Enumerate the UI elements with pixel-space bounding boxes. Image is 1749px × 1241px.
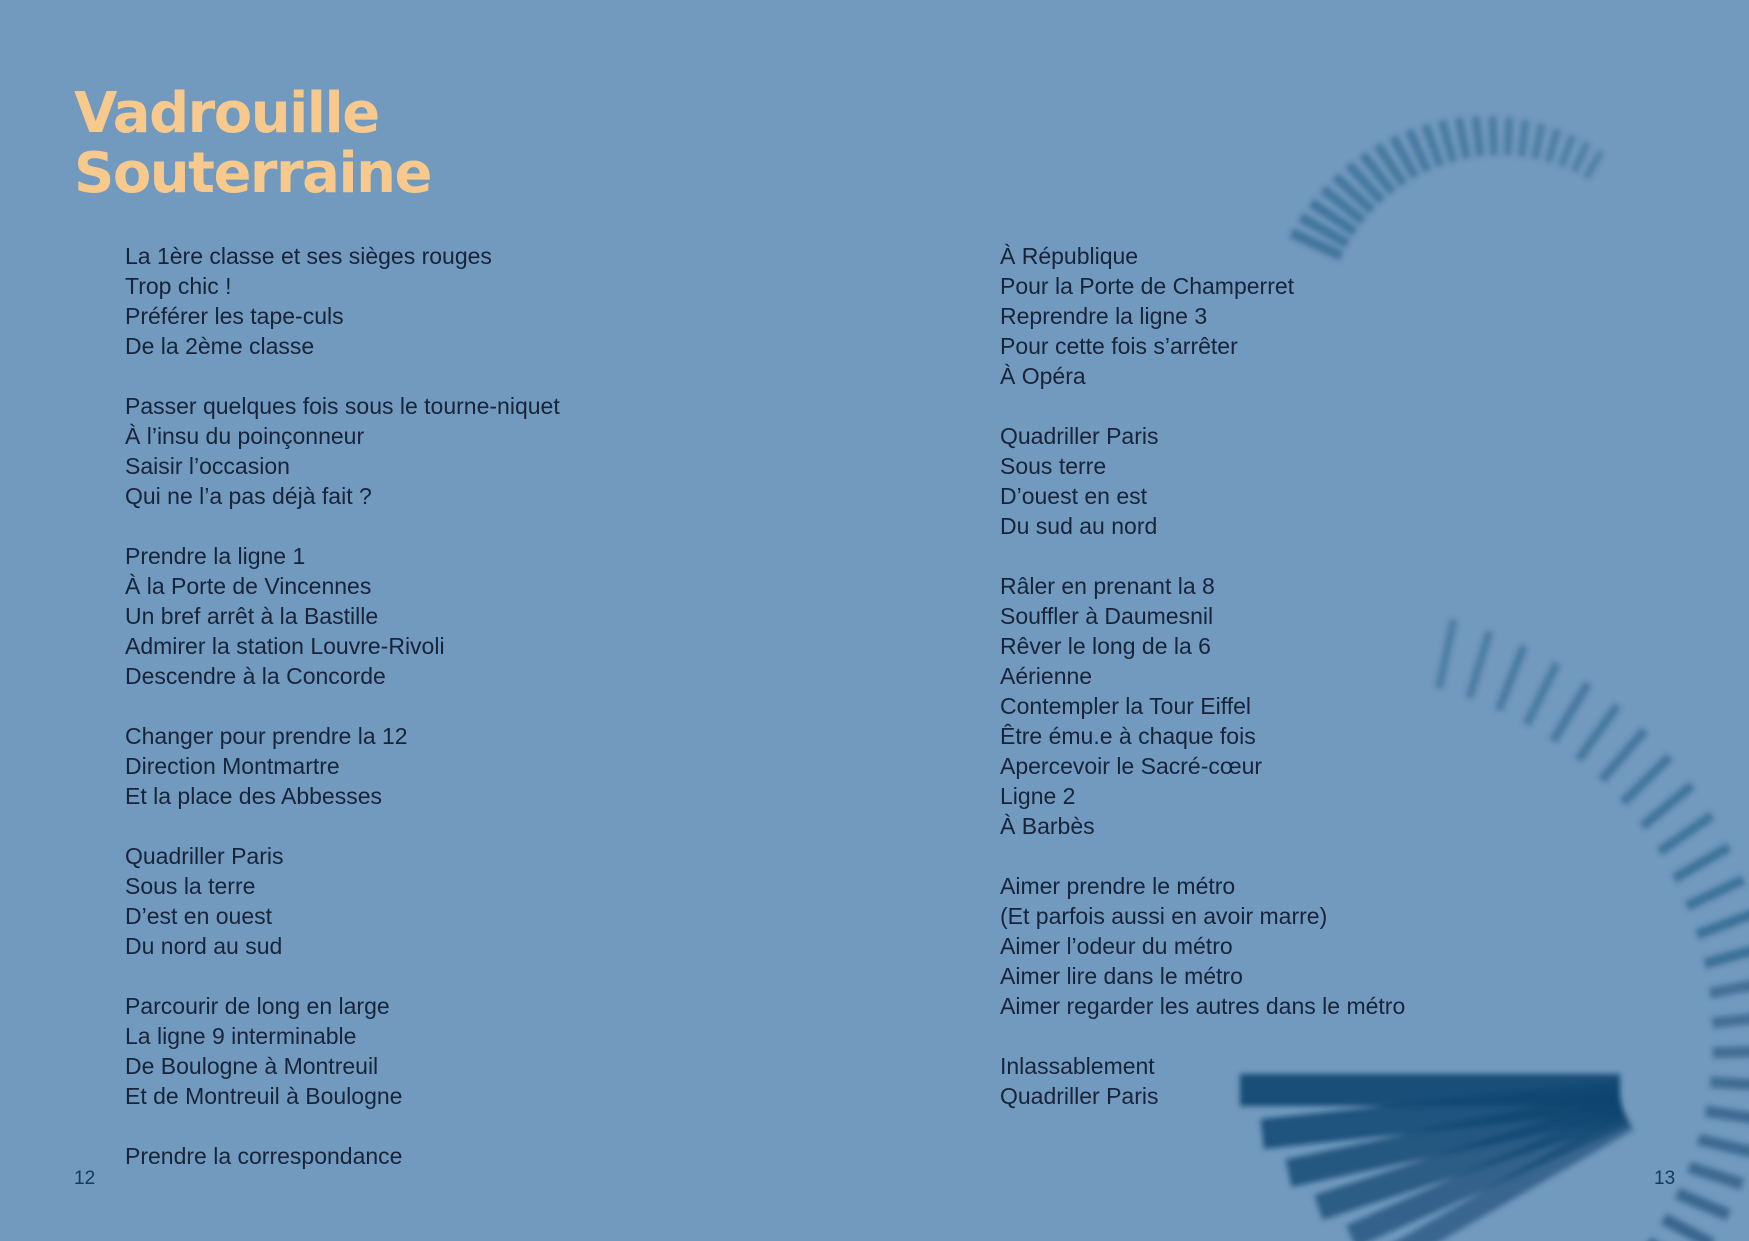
- poem-line: Admirer la station Louvre-Rivoli: [125, 633, 445, 659]
- page-number-left: 12: [74, 1168, 96, 1189]
- decor-stripe: [1476, 117, 1481, 156]
- poem-line: (Et parfois aussi en avoir marre): [1000, 903, 1328, 929]
- decor-stripe: [1710, 982, 1749, 993]
- stanza: [1000, 571, 1520, 841]
- decor-stripe: [1660, 816, 1712, 852]
- poem-line: Un bref arrêt à la Bastille: [125, 603, 379, 629]
- poem-line: Préférer les tape-culs: [125, 303, 344, 329]
- poem-line: Quadriller Paris: [1000, 423, 1159, 449]
- poem-line: Aérienne: [1000, 663, 1093, 689]
- poem-line: Sous la terre: [125, 873, 256, 899]
- poem-line: Du nord au sud: [125, 933, 283, 959]
- poem-line: Inlassablement: [1000, 1053, 1155, 1079]
- poem-line: Trop chic !: [125, 273, 232, 299]
- decor-stripe: [1689, 1167, 1742, 1184]
- decor-stripe: [1674, 847, 1729, 879]
- poem-line: La 1ère classe et ses sièges rouges: [125, 243, 492, 269]
- page-number-right: 13: [1654, 1168, 1676, 1189]
- decor-stripe: [1442, 121, 1453, 161]
- poem-line: Apercevoir le Sacré-cœur: [1000, 753, 1263, 779]
- poem-column-left: [125, 241, 825, 1201]
- decor-stripe: [1553, 683, 1588, 741]
- decor-stripe: [1713, 1051, 1749, 1052]
- decor-stripe: [1687, 880, 1743, 907]
- poem-line: Direction Montmartre: [125, 753, 340, 779]
- poem-line: Râler en prenant la 8: [1000, 573, 1215, 599]
- poem-line: D’ouest en est: [1000, 483, 1148, 509]
- decor-stripe: [1561, 136, 1572, 167]
- poem-line: À la Porte de Vincennes: [125, 573, 372, 599]
- poem-line: Ligne 2: [1000, 783, 1076, 809]
- poem-line: Passer quelques fois sous le tourne-niquet: [125, 393, 560, 419]
- decor-stripe: [1706, 1111, 1749, 1119]
- poem-line: Changer pour prendre la 12: [125, 723, 408, 749]
- poem-line: Prendre la ligne 1: [125, 543, 306, 569]
- stanza: [125, 841, 825, 961]
- title-line-2: Souterraine: [74, 141, 431, 206]
- poem-line: Prendre la correspondance: [125, 1143, 403, 1169]
- poem-line: Être ému.e à chaque fois: [1000, 723, 1256, 749]
- decor-stripe: [1705, 947, 1749, 963]
- poem-line: Reprendre la ligne 3: [1000, 303, 1208, 329]
- stanza: [125, 991, 825, 1111]
- poem-line: Quadriller Paris: [125, 843, 284, 869]
- decor-stripe: [1574, 143, 1587, 171]
- decor-stripe: [1602, 730, 1645, 780]
- decor-stripe: [1697, 913, 1749, 934]
- poem-line: À Opéra: [1000, 363, 1086, 389]
- poem-line: Pour cette fois s’arrêter: [1000, 333, 1238, 359]
- decor-stripe: [1527, 663, 1557, 724]
- decor-stripe: [1493, 117, 1494, 155]
- stanza: [125, 721, 825, 811]
- poem-line: À Barbès: [1000, 813, 1095, 839]
- poem-line: De la 2ème classe: [125, 333, 315, 359]
- decor-stripe: [1459, 118, 1467, 158]
- poem-line: Aimer prendre le métro: [1000, 873, 1236, 899]
- decor-stripe: [1713, 1017, 1749, 1023]
- poem-line: Quadriller Paris: [1000, 1083, 1159, 1109]
- title-line-1: Vadrouille: [74, 81, 379, 146]
- poem-line: Parcourir de long en large: [125, 993, 390, 1019]
- poem-line: Rêver le long de la 6: [1000, 633, 1211, 659]
- decor-stripe: [1508, 118, 1510, 155]
- poem-line: Descendre à la Concorde: [125, 663, 386, 689]
- poem-line: Pour la Porte de Champerret: [1000, 273, 1295, 299]
- poem-line: D’est en ouest: [125, 903, 273, 929]
- poem-line: Souffler à Daumesnil: [1000, 603, 1214, 629]
- decor-stripe: [1548, 129, 1557, 161]
- stanza: [125, 391, 825, 511]
- decor-stripe: [1699, 1139, 1749, 1152]
- decor-stripe: [1711, 1082, 1749, 1086]
- poem-line: À l’insu du poinçonneur: [125, 423, 365, 449]
- decor-stripe: [1623, 757, 1670, 803]
- stanza: [1000, 871, 1520, 1021]
- poem-line: Aimer l’odeur du métro: [1000, 933, 1233, 959]
- poem-line: Et de Montreuil à Boulogne: [125, 1083, 403, 1109]
- poem-line: Sous terre: [1000, 453, 1107, 479]
- decor-stripe: [1586, 152, 1601, 178]
- poem-line: Qui ne l’a pas déjà fait ?: [125, 483, 372, 509]
- stanza: [1000, 421, 1520, 541]
- poem-line: Saisir l’occasion: [125, 453, 290, 479]
- decor-stripe: [1664, 1219, 1712, 1241]
- stanza: [125, 241, 825, 361]
- poem-title: [74, 81, 431, 206]
- decor-stripe: [1425, 125, 1440, 166]
- poem-line: De Boulogne à Montreuil: [125, 1053, 379, 1079]
- decor-stripe: [1535, 124, 1542, 158]
- stanza: [1000, 241, 1520, 391]
- stanza: [1000, 1051, 1520, 1111]
- decor-stripe: [1578, 706, 1617, 760]
- stanza: [125, 1141, 825, 1171]
- poem-line: Et la place des Abbesses: [125, 783, 382, 809]
- poem-line: Aimer regarder les autres dans le métro: [1000, 993, 1406, 1019]
- poem-line: La ligne 9 interminable: [125, 1023, 357, 1049]
- decor-stripe: [1678, 1194, 1729, 1215]
- poem-column-right: [1000, 241, 1520, 1141]
- poem-line: Contempler la Tour Eiffel: [1000, 693, 1252, 719]
- decor-stripe: [1521, 121, 1525, 157]
- poem-line: Aimer lire dans le métro: [1000, 963, 1243, 989]
- poem-line: À République: [1000, 243, 1139, 269]
- decor-stripe: [1642, 785, 1692, 826]
- stanza: [125, 541, 825, 691]
- poem-line: Du sud au nord: [1000, 513, 1158, 539]
